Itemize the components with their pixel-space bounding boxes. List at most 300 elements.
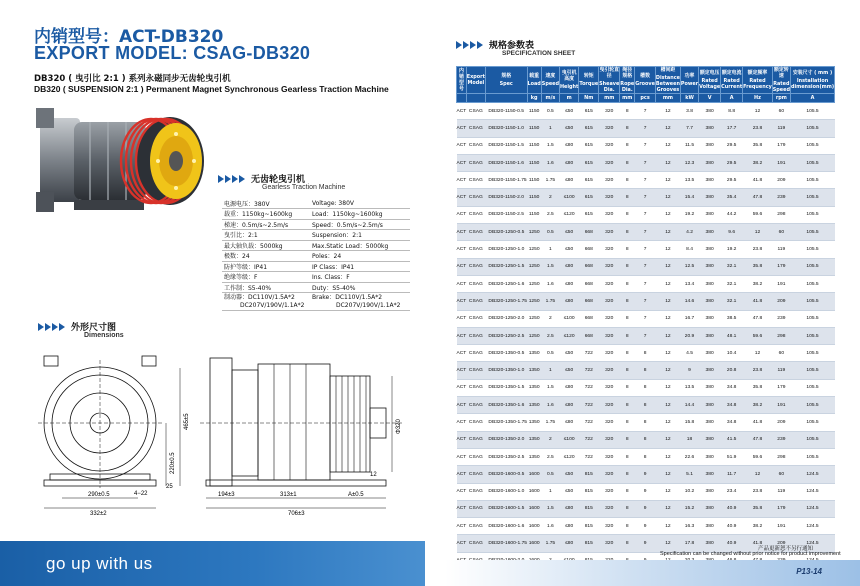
table-cell: 1600: [527, 535, 541, 552]
table-cell: 105.5: [790, 103, 834, 120]
table-cell: 12: [743, 103, 773, 120]
table-cell: ACT: [457, 293, 467, 310]
table-cell: 1: [541, 483, 559, 500]
table-cell: ≤80: [559, 518, 578, 535]
table-row: [457, 172, 835, 189]
table-cell: 105.5: [790, 379, 834, 396]
table-cell: 59.6: [743, 206, 773, 223]
table-cell: CSAG: [466, 500, 485, 517]
table-cell: 380: [699, 466, 721, 483]
table-cell: 8: [620, 241, 635, 258]
table-cell: 815: [579, 483, 599, 500]
table-cell: 1600: [527, 483, 541, 500]
table-cell: 12: [655, 275, 680, 292]
page-number: P13-14: [796, 567, 822, 576]
table-cell: ACT: [457, 466, 467, 483]
table-cell: 17.8: [680, 535, 698, 552]
table-cell: 124.5: [790, 535, 834, 552]
table-cell: 209: [772, 293, 790, 310]
table-cell: 1250: [527, 224, 541, 241]
table-cell: 1250: [527, 310, 541, 327]
table-cell: 16.3: [680, 518, 698, 535]
table-cell: 29.5: [721, 154, 743, 171]
table-cell: 2.5: [541, 206, 559, 223]
spec-column-header: 内销型号: [457, 67, 467, 94]
table-cell: 20.9: [680, 327, 698, 344]
table-cell: 40.9: [721, 500, 743, 517]
table-cell: CSAG: [466, 327, 485, 344]
table-cell: 1.75: [541, 535, 559, 552]
table-cell: 8: [620, 154, 635, 171]
table-cell: ACT: [457, 397, 467, 414]
table-cell: 35.8: [743, 500, 773, 517]
table-cell: DB320-1250-0.5: [485, 224, 527, 241]
table-cell: ACT: [457, 500, 467, 517]
table-cell: 12: [655, 345, 680, 362]
table-cell: 15.2: [680, 500, 698, 517]
spec-column-header: 速度 Speed: [541, 67, 559, 94]
table-cell: 380: [699, 518, 721, 535]
table-cell: 9.6: [721, 224, 743, 241]
table-cell: DB320-1150-1.0: [485, 120, 527, 137]
table-cell: ACT: [457, 154, 467, 171]
table-cell: 320: [599, 379, 620, 396]
table-cell: 179: [772, 379, 790, 396]
table-cell: ACT: [457, 327, 467, 344]
table-row: [457, 414, 835, 431]
table-cell: 1: [541, 120, 559, 137]
table-cell: 8: [620, 431, 635, 448]
table-cell: DB320-1150-2.5: [485, 206, 527, 223]
table-cell: 12.3: [680, 154, 698, 171]
table-cell: 14.6: [680, 293, 698, 310]
table-cell: 1350: [527, 379, 541, 396]
table-cell: 18: [680, 431, 698, 448]
table-cell: ≤80: [559, 397, 578, 414]
table-cell: 320: [599, 310, 620, 327]
table-row: [457, 310, 835, 327]
table-cell: 380: [699, 206, 721, 223]
table-cell: 12: [655, 154, 680, 171]
table-cell: 1.6: [541, 518, 559, 535]
table-cell: 4.2: [680, 224, 698, 241]
table-cell: 23.4: [721, 483, 743, 500]
parameter-table: [222, 198, 410, 311]
table-cell: 1: [541, 241, 559, 258]
table-row: [457, 500, 835, 517]
spec-heading-cn: 规格参数表: [489, 41, 535, 51]
table-cell: ≤80: [559, 172, 578, 189]
dim-label: 25: [166, 484, 173, 490]
table-cell: 320: [599, 206, 620, 223]
table-cell: 2: [541, 189, 559, 206]
table-row: [457, 327, 835, 344]
table-cell: 8: [620, 379, 635, 396]
table-cell: 105.5: [790, 137, 834, 154]
spec-unit-cell: Hz: [743, 94, 773, 103]
table-cell: 13.5: [680, 379, 698, 396]
table-cell: ACT: [457, 379, 467, 396]
table-cell: 12: [655, 189, 680, 206]
specification-table: [456, 66, 835, 586]
table-cell: DB320-1600-1.75: [485, 535, 527, 552]
table-cell: 320: [599, 466, 620, 483]
table-cell: ACT: [457, 535, 467, 552]
table-cell: 8: [635, 397, 656, 414]
table-cell: 7.7: [680, 120, 698, 137]
table-cell: CSAG: [466, 518, 485, 535]
table-cell: 380: [699, 327, 721, 344]
table-cell: 179: [772, 500, 790, 517]
table-cell: 380: [699, 189, 721, 206]
table-cell: 12: [743, 466, 773, 483]
table-cell: CSAG: [466, 120, 485, 137]
spec-unit-cell: rpm: [772, 94, 790, 103]
table-cell: 5.1: [680, 466, 698, 483]
table-cell: 815: [579, 535, 599, 552]
traction-machine-image: [30, 100, 210, 220]
table-cell: 722: [579, 431, 599, 448]
table-cell: 7: [635, 120, 656, 137]
arrow-bullet-icon: [38, 323, 65, 331]
table-cell: 7: [635, 154, 656, 171]
table-cell: 60: [772, 466, 790, 483]
table-cell: 320: [599, 448, 620, 465]
table-cell: DB320-1250-1.6: [485, 275, 527, 292]
table-cell: 12: [655, 241, 680, 258]
table-cell: 1.75: [541, 172, 559, 189]
page-number-bar: [445, 560, 860, 586]
spec-unit-cell: mm: [599, 94, 620, 103]
dimensions-heading-cn: 外形尺寸图: [71, 323, 117, 333]
table-cell: CSAG: [466, 535, 485, 552]
param-row: 曳引比：2:1 Suspension：2:1: [222, 230, 410, 241]
table-cell: 8: [620, 345, 635, 362]
table-cell: 209: [772, 535, 790, 552]
table-cell: 8: [635, 431, 656, 448]
table-cell: 615: [579, 103, 599, 120]
table-cell: 12: [655, 120, 680, 137]
table-cell: ACT: [457, 224, 467, 241]
table-cell: ≤80: [559, 258, 578, 275]
spec-unit-cell: m/s: [541, 94, 559, 103]
table-cell: 1.6: [541, 397, 559, 414]
table-row: [457, 293, 835, 310]
table-cell: 41.8: [743, 414, 773, 431]
spec-column-header: 功率 Power: [680, 67, 698, 94]
table-cell: ACT: [457, 137, 467, 154]
table-cell: 9: [635, 466, 656, 483]
spec-unit-cell: A: [721, 94, 743, 103]
table-cell: ACT: [457, 345, 467, 362]
table-cell: 23.8: [743, 120, 773, 137]
table-cell: 8: [620, 362, 635, 379]
dim-label: 706±3: [288, 511, 305, 517]
table-cell: 320: [599, 258, 620, 275]
table-cell: 8: [620, 327, 635, 344]
table-cell: DB320-1250-1.5: [485, 258, 527, 275]
table-cell: 34.8: [721, 397, 743, 414]
table-cell: 12: [655, 448, 680, 465]
dim-label: 12: [370, 472, 377, 478]
table-cell: CSAG: [466, 431, 485, 448]
table-row: [457, 397, 835, 414]
table-cell: 124.5: [790, 466, 834, 483]
table-cell: 10.2: [680, 483, 698, 500]
table-cell: 105.5: [790, 327, 834, 344]
table-cell: 320: [599, 293, 620, 310]
table-cell: 298: [772, 327, 790, 344]
table-cell: ≤80: [559, 535, 578, 552]
spec-unit-cell: pcs: [635, 94, 656, 103]
table-cell: 8: [620, 137, 635, 154]
table-cell: 23.8: [743, 362, 773, 379]
table-row: [457, 483, 835, 500]
table-cell: 239: [772, 310, 790, 327]
table-cell: 105.5: [790, 258, 834, 275]
table-cell: ≤80: [559, 137, 578, 154]
footer-bar: [0, 541, 425, 586]
spec-unit-cell: kg: [527, 94, 541, 103]
table-cell: 179: [772, 137, 790, 154]
table-cell: ≤50: [559, 466, 578, 483]
table-cell: 4.5: [680, 345, 698, 362]
table-cell: 105.5: [790, 310, 834, 327]
table-cell: ≤120: [559, 206, 578, 223]
table-cell: 380: [699, 120, 721, 137]
table-cell: 668: [579, 327, 599, 344]
table-cell: 16.7: [680, 310, 698, 327]
spec-column-header: 槽间距 Distance Between Grooves: [655, 67, 680, 93]
table-cell: 320: [599, 345, 620, 362]
table-cell: 38.2: [743, 275, 773, 292]
table-cell: 40.9: [721, 518, 743, 535]
table-row: [457, 448, 835, 465]
table-cell: 12: [655, 362, 680, 379]
table-cell: 1150: [527, 103, 541, 120]
table-cell: 668: [579, 293, 599, 310]
slogan: go up with us: [46, 554, 153, 573]
table-cell: 1600: [527, 518, 541, 535]
table-cell: 1350: [527, 362, 541, 379]
table-cell: 1150: [527, 172, 541, 189]
table-cell: 1.75: [541, 414, 559, 431]
table-cell: CSAG: [466, 275, 485, 292]
table-cell: 105.5: [790, 224, 834, 241]
table-cell: 615: [579, 172, 599, 189]
table-cell: ACT: [457, 189, 467, 206]
table-cell: ACT: [457, 414, 467, 431]
table-cell: 35.8: [743, 137, 773, 154]
table-cell: 7: [635, 241, 656, 258]
table-cell: 59.6: [743, 327, 773, 344]
table-cell: 380: [699, 345, 721, 362]
table-cell: 8: [620, 258, 635, 275]
spec-column-header: 安装尺寸 ( mm ) Installation dimension(mm): [790, 67, 834, 94]
table-cell: 105.5: [790, 154, 834, 171]
table-cell: 380: [699, 172, 721, 189]
table-cell: 12: [743, 224, 773, 241]
table-cell: 239: [772, 431, 790, 448]
table-cell: 12: [655, 103, 680, 120]
spec-table-body: [457, 103, 835, 586]
table-cell: 12: [655, 518, 680, 535]
table-row: [457, 120, 835, 137]
table-cell: 124.5: [790, 518, 834, 535]
table-cell: 320: [599, 327, 620, 344]
spec-column-header: 额定电流 Rated Current: [721, 67, 743, 94]
table-cell: 320: [599, 154, 620, 171]
table-cell: 380: [699, 241, 721, 258]
subtitle-en: DB320 ( SUSPENSION 2:1 ) Permanent Magnet Synchronous Gearless Traction Machine: [34, 84, 389, 94]
spec-unit-cell: V: [699, 94, 721, 103]
table-cell: DB320-1250-1.75: [485, 293, 527, 310]
dim-label: A±0.5: [348, 492, 364, 498]
table-cell: 41.8: [743, 172, 773, 189]
table-cell: 1150: [527, 120, 541, 137]
table-cell: 380: [699, 137, 721, 154]
spec-column-header: Export Model: [466, 67, 485, 94]
table-cell: 1.6: [541, 275, 559, 292]
table-cell: 320: [599, 518, 620, 535]
table-cell: 8: [635, 345, 656, 362]
table-cell: 22.6: [680, 448, 698, 465]
spec-unit-cell: [457, 94, 467, 103]
table-cell: 17.7: [721, 120, 743, 137]
table-cell: 41.8: [743, 293, 773, 310]
spec-unit-row: [457, 94, 835, 103]
table-cell: 1350: [527, 414, 541, 431]
table-cell: 320: [599, 137, 620, 154]
table-cell: ≤80: [559, 275, 578, 292]
table-cell: 298: [772, 206, 790, 223]
notice-cn: 产品更新恕不另行通知: [758, 546, 814, 552]
table-cell: 124.5: [790, 500, 834, 517]
table-cell: 19.2: [721, 241, 743, 258]
table-row: [457, 189, 835, 206]
table-cell: 9: [635, 500, 656, 517]
table-cell: 38.2: [743, 397, 773, 414]
table-cell: 1250: [527, 293, 541, 310]
table-cell: 7: [635, 258, 656, 275]
table-cell: 668: [579, 258, 599, 275]
dim-label: Φ320: [396, 419, 402, 434]
dimensions-heading-en: Dimensions: [84, 332, 124, 339]
table-cell: 380: [699, 535, 721, 552]
table-row: [457, 275, 835, 292]
table-cell: 380: [699, 448, 721, 465]
table-cell: CSAG: [466, 293, 485, 310]
table-cell: 15.8: [680, 414, 698, 431]
table-cell: 3.8: [680, 103, 698, 120]
table-cell: ≤100: [559, 310, 578, 327]
table-row: [457, 466, 835, 483]
table-cell: ACT: [457, 103, 467, 120]
table-cell: 41.5: [721, 431, 743, 448]
spec-unit-cell: Nm: [579, 94, 599, 103]
table-row: [457, 518, 835, 535]
table-row: [457, 431, 835, 448]
table-cell: 1.6: [541, 154, 559, 171]
table-cell: 668: [579, 241, 599, 258]
dim-label: 465±5: [184, 413, 190, 430]
table-cell: CSAG: [466, 448, 485, 465]
table-cell: 1250: [527, 258, 541, 275]
table-cell: 380: [699, 293, 721, 310]
table-cell: 320: [599, 500, 620, 517]
table-cell: 12: [655, 310, 680, 327]
table-cell: 8.4: [680, 241, 698, 258]
table-cell: CSAG: [466, 137, 485, 154]
table-cell: 1.5: [541, 258, 559, 275]
table-cell: DB320-1350-1.75: [485, 414, 527, 431]
table-cell: 38.5: [721, 310, 743, 327]
table-cell: DB320-1350-1.6: [485, 397, 527, 414]
table-cell: ≤80: [559, 293, 578, 310]
table-cell: 2: [541, 431, 559, 448]
table-cell: 2.5: [541, 448, 559, 465]
table-cell: 119: [772, 120, 790, 137]
table-cell: DB320-1150-1.75: [485, 172, 527, 189]
table-cell: 38.2: [743, 518, 773, 535]
table-cell: 8: [620, 103, 635, 120]
page-title-cn: 内销型号：ACT-DB320: [34, 27, 224, 47]
table-cell: 105.5: [790, 448, 834, 465]
dim-label: 4−22: [134, 491, 148, 497]
table-row: [457, 137, 835, 154]
table-cell: 105.5: [790, 120, 834, 137]
table-cell: 209: [772, 172, 790, 189]
table-cell: 320: [599, 120, 620, 137]
table-cell: 105.5: [790, 241, 834, 258]
table-cell: 0.5: [541, 224, 559, 241]
table-cell: 12: [743, 345, 773, 362]
table-cell: CSAG: [466, 241, 485, 258]
table-cell: DB320-1250-1.0: [485, 241, 527, 258]
table-cell: 209: [772, 414, 790, 431]
param-row: 防护等级：IP41 IP Class：IP41: [222, 261, 410, 272]
table-cell: 1150: [527, 154, 541, 171]
table-row: [457, 345, 835, 362]
table-cell: 7: [635, 189, 656, 206]
table-cell: 105.5: [790, 431, 834, 448]
table-cell: 60: [772, 345, 790, 362]
table-cell: 105.5: [790, 172, 834, 189]
table-cell: 722: [579, 379, 599, 396]
table-cell: DB320-1150-0.5: [485, 103, 527, 120]
table-cell: 615: [579, 154, 599, 171]
table-cell: 380: [699, 379, 721, 396]
table-cell: 60: [772, 224, 790, 241]
table-cell: 12: [655, 206, 680, 223]
table-cell: ≤50: [559, 241, 578, 258]
table-cell: 1150: [527, 206, 541, 223]
table-cell: 191: [772, 397, 790, 414]
table-cell: CSAG: [466, 345, 485, 362]
table-cell: 0.5: [541, 345, 559, 362]
table-cell: 615: [579, 206, 599, 223]
table-cell: 12: [655, 500, 680, 517]
table-cell: ACT: [457, 310, 467, 327]
table-cell: 8: [620, 172, 635, 189]
table-cell: 13.5: [680, 172, 698, 189]
spec-column-header: 额定频率 Rated Frequency: [743, 67, 773, 94]
param-row-brake: 制动器：DC110V/1.5A*2 DC207V/190V/1.1A*2 Brake：DC110V/1.5A*2 DC207V/190V/1.1A*2: [222, 293, 410, 311]
param-row: 最大轴负载：5000kg Max.Static Load：5000kg: [222, 240, 410, 251]
table-cell: ≤50: [559, 345, 578, 362]
table-cell: 1.5: [541, 379, 559, 396]
table-cell: 722: [579, 397, 599, 414]
